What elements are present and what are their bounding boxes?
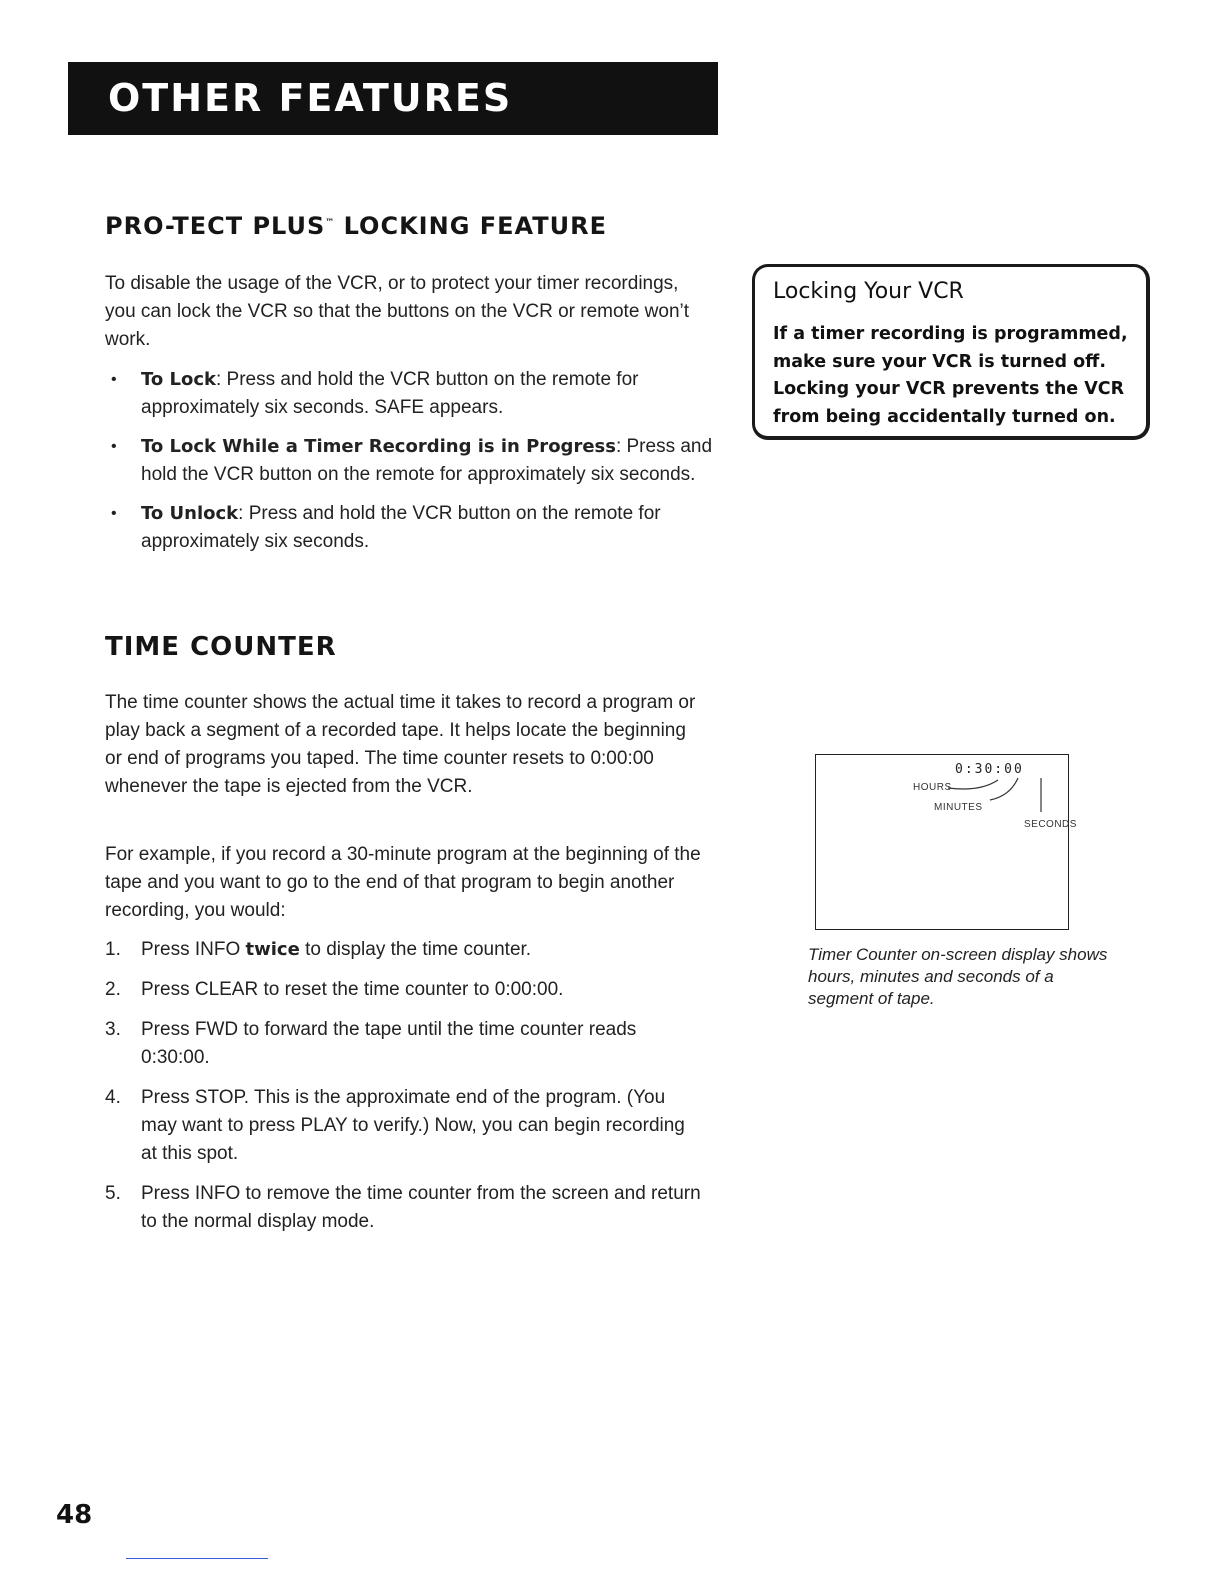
step-text: Press INFO to remove the time counter from the screen and return to the normal display mode. [141, 1183, 701, 1232]
step-text: Press STOP. This is the approximate end of the program. (You may want to press PLAY to verify.) Now, you can begin recording at this spot. [141, 1087, 685, 1164]
step-number: 5. [105, 1183, 121, 1204]
bullet-label: To Lock While a Timer Recording is in Progress [141, 436, 616, 457]
locking-title-rest: LOCKING FEATURE [334, 212, 607, 240]
footer-rule [126, 1558, 268, 1559]
trademark-mark: ™ [325, 218, 335, 228]
callout-body: If a timer recording is programmed, make sure your VCR is turned off. Locking your VCR prevents the VCR from being accidentally turned on. [773, 324, 1128, 427]
step-number: 4. [105, 1087, 121, 1108]
time-counter-title: TIME COUNTER [105, 632, 337, 662]
hours-leader [948, 780, 998, 789]
bullet-text: : Press and hold the VCR button on the remote for approximately six seconds. SAFE appears. [141, 369, 639, 418]
seconds-label: SECONDS [1024, 819, 1077, 830]
page-number: 48 [56, 1500, 93, 1530]
step-text: Press FWD to forward the tape until the time counter reads 0:30:00. [141, 1019, 637, 1068]
step-number: 3. [105, 1019, 121, 1040]
minutes-label: MINUTES [934, 802, 983, 813]
step-text: Press CLEAR to reset the time counter to 0:00:00. [141, 979, 564, 1000]
minutes-leader [990, 778, 1018, 800]
hours-label: HOURS [913, 782, 952, 793]
section-banner: OTHER FEATURES [68, 62, 718, 135]
step-text-end: to display the time counter. [299, 939, 532, 960]
bullet-text: : Press and hold the VCR button on the remote for approximately six seconds. [141, 436, 713, 485]
time-counter-readout: 0:30:00 [955, 762, 1024, 777]
time-counter-para-1: The time counter shows the actual time it takes to record a program or play back a segment of a recorded tape. It helps locate the beginning or end of programs you taped. The time counter resets to 0:00:00 whenever the tape is ejected from the VCR. [105, 692, 696, 797]
step-text: Press INFO [141, 939, 246, 960]
bullet-label: To Lock [141, 369, 216, 390]
display-caption: Timer Counter on-screen display shows hours, minutes and seconds of a segment of tape. [808, 945, 1108, 1008]
bullet-label: To Unlock [141, 503, 239, 524]
step-number: 2. [105, 979, 121, 1000]
callout-title: Locking Your VCR [773, 279, 964, 304]
time-counter-para-2: For example, if you record a 30-minute program at the beginning of the tape and you want to go to the end of that program to begin another recording, you would: [105, 844, 701, 921]
step-emphasis: twice [245, 939, 300, 960]
locking-intro: To disable the usage of the VCR, or to protect your timer recordings, you can lock the VCR so that the buttons on the VCR or remote won’t work. [105, 273, 690, 350]
bullet-text: : Press and hold the VCR button on the remote for approximately six seconds. [141, 503, 661, 552]
locking-title-main: PRO-TECT PLUS [105, 212, 326, 240]
step-number: 1. [105, 939, 121, 960]
